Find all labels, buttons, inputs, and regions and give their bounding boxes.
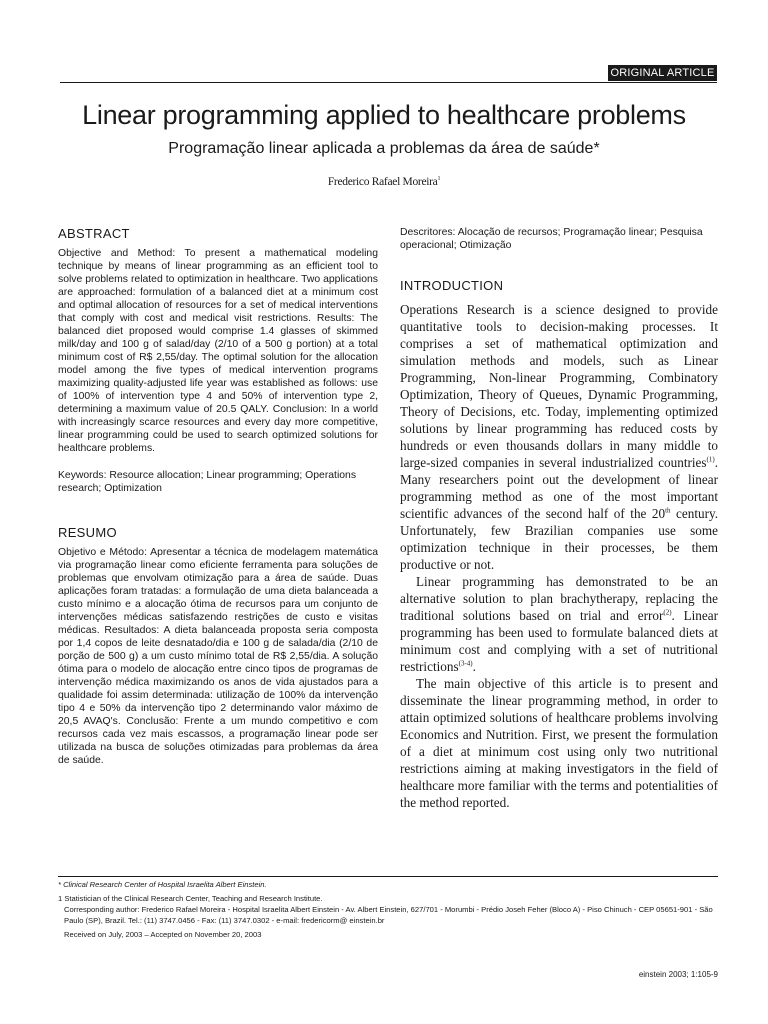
- author-name: Frederico Rafael Moreira: [327, 176, 438, 188]
- resumo-text: Objetivo e Método: Apresentar a técnica de modelagem matemática via programação linear como eficiente ferramenta para soluções de problemas que envolvam otimização para a área de saúde. Duas aplicações foram tratadas: a formulação de uma dieta balanceada a custo mínimo e a alocação ótima de recursos para um conjunto de intervenções médicas satisfazendo restrições de custo e visitas médicas. Resultados: A dieta balanceada proposta seria composta por 1,4 copos de leite desnatado/dia e 100 g de salada/dia (2/10 de porção de 500 g) a um custo mínimo total de R$ 2,55/dia. A solução ótima para o modelo de alocação entre cinco tipos de programas de intervenção médica maximizando os anos de vida ajustados para a qualidade foi assim determinada: utilização de 100% da intervenção tipo 4 e 50% da intervenção tipo 2 determinando valor máximo de 20,5 AVAQ's. Conclusão: Frente a um mundo competitivo e com recursos cada vez mais escassos, a programação linear pode ser utilizada na busca de soluções otimizadas para problemas da área de saúde.: [58, 547, 378, 766]
- left-column: [58, 226, 378, 767]
- footnote-author-role: 1 Statistician of the Clinical Research Center, Teaching and Research Institute.: [58, 894, 323, 903]
- author-line: [0, 176, 768, 188]
- citation-ref-1: (1): [706, 455, 715, 464]
- ordinal-suffix: th: [665, 506, 671, 515]
- citation-ref-3: (3-4): [458, 659, 473, 668]
- introduction-heading: INTRODUCTION: [400, 278, 504, 293]
- footnotes: [58, 879, 718, 940]
- abstract-heading: ABSTRACT: [58, 226, 130, 241]
- footnote-correspondence: Corresponding author: Frederico Rafael Moreira - Hospital Israelita Albert Einstein - Av. Albert Einstein, 627/701 - Morumbi - Prédio Joseh Feher (Bloco A) - Piso Chinuch - CEP 05651-901 - São Paulo (SP), Brazil. Tel.: (11) 3747.0456 - Fax: (11) 3747.0302 - e-mail: fredericorm@ einstein.br: [64, 905, 713, 925]
- intro-paragraph-2: [400, 573, 718, 675]
- article-type-badge: ORIGINAL ARTICLE: [608, 65, 717, 81]
- descritores: Descritores: Alocação de recursos; Programação linear; Pesquisa operacional; Otimização: [400, 227, 703, 251]
- right-column: [400, 226, 718, 811]
- intro-p2-part-a: Linear programming has demonstrated to be an alternative solution to plan brachytherapy, replacing the traditional solutions based on trial and error: [400, 574, 718, 623]
- intro-p2-part-b: . Linear programming has been used to formulate balanced diets at minimum cost and complying with a set of nutritional restrictions: [400, 608, 718, 674]
- article-subtitle: Programação linear aplicada a problemas da área de saúde*: [168, 140, 600, 157]
- keywords: Keywords: Resource allocation; Linear programming; Operations research; Optimization: [58, 470, 357, 494]
- article-title: Linear programming applied to healthcare problems: [82, 100, 686, 130]
- footnote-dates: Received on July, 2003 – Accepted on November 20, 2003: [64, 930, 262, 939]
- citation-ref-2: (2): [663, 608, 672, 617]
- intro-p1-part-a: Operations Research is a science designed to provide quantitative tools to decision-making processes. It comprises a set of mathematical optimization and simulation methods and models, such as Linear Programming, Non-linear Programming, Combinatory Optimization, Theory of Queues, Dynamic Programming, Theory of Decisions, etc. Today, implementing optimized solutions by linear programming has reduced costs by hundreds or even thousands dollars in many middle to large-sized companies in several industrialized countries: [400, 302, 718, 470]
- intro-paragraph-3: The main objective of this article is to present and disseminate the linear programming method, in order to attain optimized solutions of healthcare problems involving Economics and Nutrition. First, we present the formulation of a diet at minimum cost using only two nutritional restrictions aiming at making investigators in the field of healthcare more familiar with the terms and potentialities of the method reported.: [400, 676, 718, 810]
- journal-citation: einstein 2003; 1:105-9: [638, 970, 718, 979]
- author-mark: 1: [437, 176, 441, 183]
- abstract-text: Objective and Method: To present a mathematical modeling technique by means of linear programming as an efficient tool to solve problems related to optimization in healthcare. Two applications are approached: formulation of a balanced diet at a minimum cost and optimal allocation of resources for a set of medical interventions that comply with cost and medical visit restrictions. Results: The balanced diet proposed would comprise 1.4 glasses of skimmed milk/day and 100 g of salad/day (2/10 of a 500 g portion) at a total minimum cost of R$ 2,55/day. The optimal solution for the allocation model among the five types of medical intervention programs maximizing quality-adjusted life year was established as follows: use of 100% of intervention type 4 and 50% of intervention type 2, determining a maximum value of 20.5 QALY. Conclusion: In a world with increasingly scarce resources and every day more competitive, linear programming could be used to search optimized solutions for healthcare problems.: [58, 248, 378, 454]
- intro-p1-part-b: . Many researchers point out the development of linear programming method as one of the most important scientific advances of the second half of the 20: [400, 455, 718, 521]
- intro-p2-part-c: .: [472, 659, 476, 674]
- footnote-rule: [58, 876, 718, 877]
- intro-p1-part-c: century. Unfortunately, few Brazilian companies use some optimization technique in their processes, be them productive or not.: [400, 506, 719, 572]
- resumo-heading: RESUMO: [58, 525, 117, 540]
- footnote-affiliation: * Clinical Research Center of Hospital Israelita Albert Einstein.: [58, 880, 267, 889]
- header-rule: [60, 82, 717, 83]
- intro-paragraph-1: [400, 301, 718, 573]
